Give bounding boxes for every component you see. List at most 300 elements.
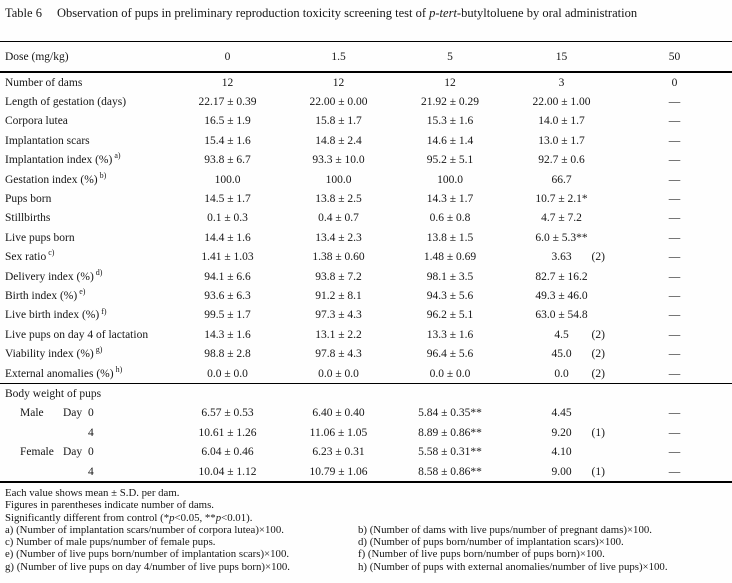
table-cell <box>172 174 283 186</box>
cell-value: — <box>668 173 681 186</box>
body-weight-rows <box>0 404 732 482</box>
cell-value: 14.0 ± 1.7 <box>538 115 585 128</box>
dose-header-label: Dose (mg/kg) <box>5 50 69 63</box>
table-cell <box>506 174 617 186</box>
row-label <box>0 232 172 244</box>
table-cell <box>283 96 394 108</box>
table-cell <box>394 271 506 283</box>
table-cell <box>283 446 394 458</box>
table-cell <box>394 193 506 205</box>
table-cell <box>283 407 394 419</box>
footnote-left: a) (Number of implantation scars/number of corpora lutea)×100. <box>5 523 284 536</box>
row-label <box>0 248 172 264</box>
cell-value: 92.7 ± 0.6 <box>538 154 585 167</box>
table-cell <box>617 271 732 283</box>
row-label <box>0 287 172 302</box>
row-label-text: Implantation scars <box>5 134 90 147</box>
table-cell <box>394 446 506 458</box>
cell-value: 98.1 ± 3.5 <box>426 270 474 283</box>
table-cell <box>172 232 283 244</box>
table-cell <box>172 271 283 283</box>
table-cell <box>617 368 732 380</box>
row-label <box>0 115 172 127</box>
table-cell <box>617 77 732 89</box>
table-cell <box>394 348 506 360</box>
row-label <box>0 427 172 439</box>
table-cell <box>506 135 617 147</box>
cell-paren-count: (1) <box>591 465 605 478</box>
table-cell <box>617 407 732 419</box>
row-footnote-mark: c) <box>48 248 55 258</box>
table-cell <box>506 271 617 283</box>
table-cell <box>283 115 394 127</box>
cell-value: 4.10 <box>551 446 572 459</box>
table-cell <box>394 329 506 341</box>
table-row <box>0 267 732 286</box>
cell-value: 14.4 ± 1.6 <box>204 231 251 244</box>
day-number: 4 <box>88 465 94 478</box>
day-number: 0 <box>88 446 94 459</box>
cell-value: 13.8 ± 2.5 <box>315 193 362 206</box>
row-label-text: Gestation index (%) <box>5 173 98 186</box>
cell-value: 8.89 ± 0.86** <box>418 426 482 439</box>
cell-paren-count: (2) <box>591 348 605 361</box>
table-number: Table 6 <box>5 6 42 20</box>
cell-value: 1.41 ± 1.03 <box>201 251 254 264</box>
cell-value: — <box>668 193 681 206</box>
footnote-definitions <box>5 524 727 573</box>
cell-value: 96.4 ± 5.6 <box>426 348 474 361</box>
cell-value: — <box>668 289 681 302</box>
cell-value: — <box>668 446 681 459</box>
cell-value: 14.6 ± 1.4 <box>426 134 474 147</box>
table-cell <box>506 290 617 302</box>
table-cell <box>394 135 506 147</box>
body-weight-row <box>0 423 732 442</box>
table-cell <box>172 427 283 439</box>
cell-value: 13.1 ± 2.2 <box>315 328 362 341</box>
table-cell <box>172 251 283 263</box>
row-label <box>0 364 172 380</box>
table-row <box>0 364 732 383</box>
cell-value: 93.8 ± 6.7 <box>204 154 251 167</box>
cell-value: 10.04 ± 1.12 <box>198 465 257 478</box>
cell-value: 0 <box>671 76 678 89</box>
cell-value: 0.0 ± 0.0 <box>318 367 359 380</box>
cell-value: 91.2 ± 8.1 <box>315 289 362 302</box>
table-cell <box>283 154 394 166</box>
table-cell <box>617 348 732 360</box>
body-weight-section <box>0 383 732 483</box>
row-label-text: External anomalies (%) <box>5 367 114 380</box>
cell-paren-count: (2) <box>591 251 605 264</box>
day-number: 0 <box>88 407 94 420</box>
cell-value: 3.63 <box>551 251 572 264</box>
table-body <box>0 73 732 383</box>
table-cell <box>506 407 617 419</box>
table-cell <box>506 427 617 439</box>
row-label-text: Length of gestation (days) <box>5 96 127 109</box>
table-cell <box>617 446 732 458</box>
footnote-pair <box>5 561 727 573</box>
table-cell <box>283 135 394 147</box>
table-cell <box>283 174 394 186</box>
cell-value: 5.84 ± 0.35** <box>418 407 482 420</box>
table-row <box>0 344 732 363</box>
sex-label: Male <box>20 407 44 420</box>
row-label-text: Sex ratio <box>5 251 47 264</box>
row-footnote-mark: b) <box>99 170 107 180</box>
row-label <box>0 151 172 167</box>
cell-value: 9.00 <box>551 465 572 478</box>
cell-value: 21.92 ± 0.29 <box>420 96 480 109</box>
cell-value: 15.3 ± 1.6 <box>426 115 474 128</box>
table-cell <box>283 348 394 360</box>
footnote-pair <box>5 548 727 560</box>
cell-value: 15.8 ± 1.7 <box>315 115 362 128</box>
footnote-significance <box>5 512 727 524</box>
table-cell <box>506 251 617 263</box>
table-row <box>0 286 732 305</box>
row-label-text: Birth index (%) <box>5 289 78 302</box>
table-cell <box>394 77 506 89</box>
row-label-text: Pups born <box>5 193 52 206</box>
row-label-text: Number of dams <box>5 76 83 89</box>
table-cell <box>617 174 732 186</box>
table-cell <box>172 329 283 341</box>
row-footnote-mark: e) <box>79 287 86 297</box>
table-cell <box>283 232 394 244</box>
row-label-text: Corpora lutea <box>5 115 68 128</box>
table-cell <box>172 212 283 224</box>
table-cell <box>172 193 283 205</box>
table-cell <box>617 193 732 205</box>
table-row <box>0 248 732 267</box>
table-cell <box>506 309 617 321</box>
table-row <box>0 73 732 92</box>
cell-value: 98.8 ± 2.8 <box>204 348 251 361</box>
table-cell <box>172 446 283 458</box>
table-cell <box>394 174 506 186</box>
table-cell <box>394 407 506 419</box>
row-label-text: Viability index (%) <box>5 348 94 361</box>
row-footnote-mark: d) <box>95 267 103 277</box>
cell-value: 6.0 ± 5.3** <box>535 231 588 244</box>
footnote-pair <box>5 536 727 548</box>
table-cell <box>283 290 394 302</box>
row-label <box>0 345 172 361</box>
cell-value: — <box>668 348 681 361</box>
table-cell <box>172 290 283 302</box>
table-cell <box>617 212 732 224</box>
cell-value: 97.8 ± 4.3 <box>315 348 362 361</box>
footnote-mean-sd: Each value shows mean ± S.D. per dam. <box>5 487 180 499</box>
cell-value: 100.0 <box>325 173 352 186</box>
table-cell <box>394 466 506 478</box>
table-row <box>0 209 732 228</box>
table-cell <box>283 368 394 380</box>
cell-value: 82.7 ± 16.2 <box>535 270 588 283</box>
cell-value: — <box>668 251 681 264</box>
body-weight-row <box>0 442 732 461</box>
cell-value: 96.2 ± 5.1 <box>426 309 474 322</box>
row-label <box>0 466 172 478</box>
cell-paren-count: (2) <box>591 367 605 380</box>
cell-value: 1.48 ± 0.69 <box>423 251 477 264</box>
cell-value: — <box>668 96 681 109</box>
table-cell <box>617 96 732 108</box>
cell-value: 13.8 ± 1.5 <box>426 231 474 244</box>
table-cell <box>172 309 283 321</box>
cell-value: 12 <box>332 76 345 89</box>
cell-value: — <box>668 115 681 128</box>
table-row <box>0 325 732 344</box>
cell-value: 94.1 ± 6.6 <box>204 270 251 283</box>
row-label-text: Implantation index (%) <box>5 154 113 167</box>
table-cell <box>617 232 732 244</box>
table-header-row <box>0 42 732 73</box>
cell-value: 6.23 ± 0.31 <box>312 446 365 459</box>
table-cell <box>172 466 283 478</box>
table-cell <box>617 135 732 147</box>
sex-label: Female <box>20 446 54 459</box>
row-label-text: Delivery index (%) <box>5 270 94 283</box>
cell-paren-count: (2) <box>591 328 605 341</box>
day-word: Day <box>63 446 83 459</box>
body-weight-row <box>0 462 732 481</box>
table-row <box>0 306 732 325</box>
table-cell <box>283 77 394 89</box>
table-cell <box>172 368 283 380</box>
table-cell <box>394 232 506 244</box>
cell-value: 93.8 ± 7.2 <box>315 270 362 283</box>
cell-value: 6.04 ± 0.46 <box>201 446 254 459</box>
table-cell <box>617 154 732 166</box>
table-cell <box>283 329 394 341</box>
dose-column-header: 0 <box>224 50 231 63</box>
table-cell <box>283 212 394 224</box>
table-cell <box>172 115 283 127</box>
table-row <box>0 170 732 189</box>
cell-value: 13.3 ± 1.6 <box>426 328 474 341</box>
row-label <box>0 407 172 419</box>
row-footnote-mark: h) <box>115 364 123 374</box>
caption-post: butyltoluene by oral administration <box>461 6 638 20</box>
cell-value: 0.0 ± 0.0 <box>429 367 471 380</box>
footnote-right: f) (Number of live pups born/number of pups born)×100. <box>358 548 605 561</box>
row-label-text: Live pups born <box>5 231 75 244</box>
day-word: Day <box>63 407 83 420</box>
cell-value: 13.0 ± 1.7 <box>538 134 585 147</box>
cell-value: 93.3 ± 10.0 <box>312 154 365 167</box>
cell-value: 95.2 ± 5.1 <box>426 154 474 167</box>
table-cell <box>506 77 617 89</box>
cell-value: 3 <box>558 76 565 89</box>
table-cell <box>283 251 394 263</box>
cell-value: — <box>668 231 681 244</box>
data-table <box>0 41 732 483</box>
cell-value: 0.1 ± 0.3 <box>207 212 248 225</box>
cell-value: 4.45 <box>551 407 572 420</box>
cell-value: 100.0 <box>437 173 463 186</box>
cell-value: 12 <box>444 76 456 89</box>
row-label <box>0 170 172 186</box>
cell-value: 94.3 ± 5.6 <box>426 289 474 302</box>
table-cell <box>506 368 617 380</box>
table-cell <box>283 193 394 205</box>
table-cell <box>394 368 506 380</box>
row-label <box>0 77 172 89</box>
footnote-right: b) (Number of dams with live pups/number of pregnant dams)×100. <box>358 523 652 536</box>
sig-pre: Significantly different from control (* <box>5 511 170 524</box>
caption-compound-italic: p-tert- <box>429 6 462 20</box>
table-cell <box>617 466 732 478</box>
footnote-parentheses: Figures in parentheses indicate number of dams. <box>5 499 214 512</box>
table-cell <box>283 271 394 283</box>
table-cell <box>172 135 283 147</box>
table-cell <box>172 407 283 419</box>
cell-value: — <box>668 465 681 478</box>
table-cell <box>506 329 617 341</box>
table-cell <box>283 309 394 321</box>
cell-value: 1.38 ± 0.60 <box>312 251 365 264</box>
table-row <box>0 112 732 131</box>
cell-value: 14.5 ± 1.7 <box>204 193 251 206</box>
body-weight-section-label: Body weight of pups <box>5 387 102 400</box>
cell-value: 9.20 <box>551 426 572 439</box>
table-cell <box>394 427 506 439</box>
table-cell <box>394 251 506 263</box>
table-cell <box>172 154 283 166</box>
cell-value: 16.5 ± 1.9 <box>204 115 251 128</box>
table-cell <box>394 290 506 302</box>
table-cell <box>394 154 506 166</box>
footnote-right: d) (Number of pups born/number of implantation scars)×100. <box>358 536 624 549</box>
cell-value: 6.57 ± 0.53 <box>201 407 254 420</box>
table-cell <box>506 446 617 458</box>
table-cell <box>617 309 732 321</box>
footnotes <box>5 487 727 573</box>
sig-p2: p <box>215 511 222 524</box>
sig-p1: p <box>169 511 175 524</box>
table-cell <box>506 96 617 108</box>
row-label <box>0 329 172 341</box>
footnote-right: h) (Number of pups with external anomalies/number of live pups)×100. <box>358 560 668 573</box>
cell-value: 99.5 ± 1.7 <box>204 309 251 322</box>
table-cell <box>283 466 394 478</box>
table-cell <box>394 309 506 321</box>
cell-value: 11.06 ± 1.05 <box>309 426 368 439</box>
row-footnote-mark: f) <box>101 306 107 316</box>
cell-value: 49.3 ± 46.0 <box>535 289 588 302</box>
table-row <box>0 131 732 150</box>
table-cell <box>172 96 283 108</box>
row-label-text: Live birth index (%) <box>5 309 100 322</box>
table-row <box>0 189 732 208</box>
table-caption <box>57 6 712 21</box>
table-cell <box>283 427 394 439</box>
dose-column-header: 5 <box>447 50 453 63</box>
footnote-left: e) (Number of live pups born/number of implantation scars)×100. <box>5 548 290 561</box>
table-cell <box>394 96 506 108</box>
table-cell <box>617 290 732 302</box>
table-cell <box>506 154 617 166</box>
cell-value: 0.0 ± 0.0 <box>207 367 248 380</box>
cell-value: 4.5 <box>554 328 569 341</box>
cell-value: 13.4 ± 2.3 <box>315 231 362 244</box>
table-cell <box>617 329 732 341</box>
footnote-left: g) (Number of live pups on day 4/number of live pups born)×100. <box>5 560 290 573</box>
row-label <box>0 96 172 108</box>
row-label <box>0 446 172 458</box>
table-cell <box>617 115 732 127</box>
table-cell <box>394 212 506 224</box>
cell-value: — <box>668 270 681 283</box>
table-cell <box>394 115 506 127</box>
cell-value: 8.58 ± 0.86** <box>418 465 482 478</box>
row-label-text: Stillbirths <box>5 212 51 225</box>
row-footnote-mark: a) <box>114 151 121 161</box>
cell-value: — <box>668 328 681 341</box>
cell-value: — <box>668 426 681 439</box>
table-cell <box>172 348 283 360</box>
row-footnote-mark: g) <box>95 345 103 355</box>
row-label <box>0 193 172 205</box>
row-label <box>0 267 172 283</box>
cell-value: 10.61 ± 1.26 <box>198 426 257 439</box>
sig-post: <0.01). <box>221 511 253 524</box>
cell-value: 0.0 <box>554 367 569 380</box>
cell-value: 63.0 ± 54.8 <box>535 309 588 322</box>
day-number: 4 <box>88 426 94 439</box>
dose-column-header: 15 <box>555 50 568 63</box>
cell-value: 22.17 ± 0.39 <box>198 96 257 109</box>
row-label <box>0 212 172 224</box>
row-label <box>0 306 172 322</box>
cell-value: 12 <box>221 76 234 89</box>
cell-value: 97.3 ± 4.3 <box>315 309 362 322</box>
cell-value: 14.8 ± 2.4 <box>315 134 362 147</box>
table-row <box>0 151 732 170</box>
table-cell <box>617 251 732 263</box>
cell-paren-count: (1) <box>591 426 605 439</box>
cell-value: 5.58 ± 0.31** <box>418 446 482 459</box>
cell-value: — <box>668 212 681 225</box>
table-cell <box>506 232 617 244</box>
table-row <box>0 92 732 111</box>
table-cell <box>172 77 283 89</box>
table-cell <box>506 193 617 205</box>
cell-value: — <box>668 154 681 167</box>
cell-value: 6.40 ± 0.40 <box>312 407 365 420</box>
cell-value: 14.3 ± 1.6 <box>204 328 251 341</box>
cell-value: 15.4 ± 1.6 <box>204 134 251 147</box>
cell-value: 10.79 ± 1.06 <box>309 465 368 478</box>
cell-value: 45.0 <box>551 348 572 361</box>
cell-value: — <box>668 134 681 147</box>
dose-column-header: 1.5 <box>331 50 346 63</box>
cell-value: 14.3 ± 1.7 <box>426 193 474 206</box>
cell-value: — <box>668 367 681 380</box>
cell-value: — <box>668 309 681 322</box>
cell-value: 93.6 ± 6.3 <box>204 289 251 302</box>
table-cell <box>506 115 617 127</box>
footnote-pair <box>5 524 727 536</box>
cell-value: — <box>668 407 681 420</box>
table-cell <box>506 466 617 478</box>
row-label-text: Live pups on day 4 of lactation <box>5 328 149 341</box>
table-cell <box>506 212 617 224</box>
